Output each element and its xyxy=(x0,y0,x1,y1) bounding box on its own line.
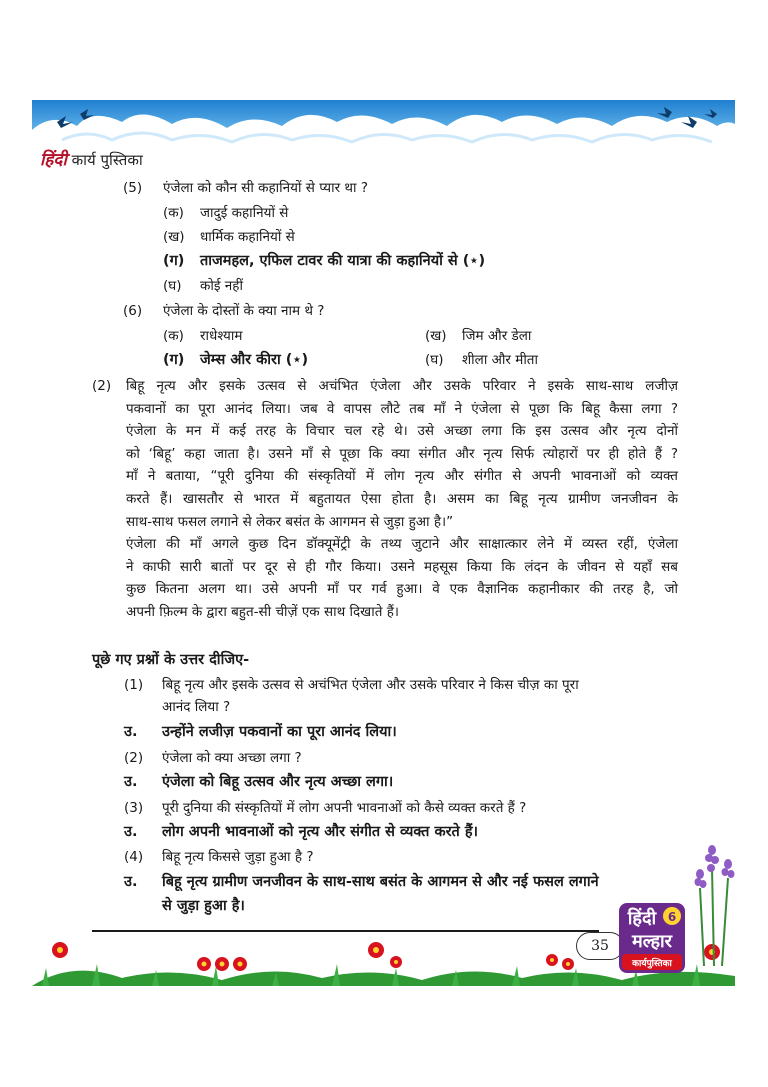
qa-question-text: आनंद लिया ? xyxy=(162,699,231,715)
passage-number: (2) xyxy=(92,378,112,394)
q6-option-answer: जेम्स और कीरा (⋆) xyxy=(200,352,309,368)
page-number: 35 xyxy=(576,932,624,960)
q5-option-text: जादुई कहानियों से xyxy=(200,205,289,221)
qa-heading: पूछे गए प्रश्नों के उत्तर दीजिए- xyxy=(92,652,250,668)
page-header xyxy=(40,147,143,170)
q6-number: (6) xyxy=(123,303,143,319)
q6-option-text: राधेश्याम xyxy=(200,328,243,344)
qa-answer-text: बिहू नृत्य ग्रामीण जनजीवन के साथ-साथ बसंत के आगमन से और नई फसल लगाने xyxy=(162,874,599,890)
qa-answer-text: लोग अपनी भावनाओं को नृत्य और संगीत से व्यक्त करते हैं। xyxy=(162,824,479,840)
footer-rule xyxy=(92,930,599,932)
q6-option-text: शीला और मीता xyxy=(462,352,539,368)
qa-answer-label: उ. xyxy=(124,874,138,890)
badge-grade: 6 xyxy=(667,910,677,924)
q5-option-text: कोई नहीं xyxy=(200,278,243,294)
passage-line: बिहू नृत्य और इसके उत्सव से अचंभित एंजेला और उसके परिवार ने इसके साथ-साथ लजीज़ xyxy=(126,378,678,394)
qa-question-text: बिहू नृत्य और इसके उत्सव से अचंभित एंजेला और उसके परिवार ने किस चीज़ का पूरा xyxy=(162,677,579,693)
passage-line: अपनी फ़िल्म के द्वारा बहुत-सी चीज़ें एक साथ दिखाते हैं। xyxy=(126,603,399,620)
passage-line: साथ-साथ फसल लगाने से लेकर बसंत के आगमन से जुड़ा हुआ है।” xyxy=(126,513,454,530)
qa-answer-label: उ. xyxy=(124,824,138,840)
qa-answer-text: एंजेला को बिहू उत्सव और नृत्य अच्छा लगा। xyxy=(162,774,394,790)
q6-option-label: (ख) xyxy=(425,328,447,344)
qa-answer-text: से जुड़ा हुआ है। xyxy=(162,898,245,914)
qa-answer-label: उ. xyxy=(124,724,138,740)
badge-line2: मल्हार xyxy=(631,931,673,952)
passage-line: एंजेला के मन में कई तरह के विचार चल रहे थे। उसे अच्छा लगा कि इस उत्सव और नृत्य दोनों xyxy=(126,423,678,440)
q6-option-label: (घ) xyxy=(425,352,444,368)
passage-line: कुछ कितना अलग था। उसे अपनी माँ पर गर्व हुआ। वे एक वैज्ञानिक कहानीकार की तरह है, जो xyxy=(126,581,678,598)
passage-line: पकवानों का पूरा आनंद लिया। जब वे वापस लौटे तब माँ ने एंजेला से पूछा कि बिहू कैसा लगा ? xyxy=(126,400,678,417)
q6-option-text: जिम और डेला xyxy=(462,328,532,344)
qa-answer-label: उ. xyxy=(124,774,138,790)
q5-number: (5) xyxy=(123,180,143,196)
hindi-logo: हिंदी xyxy=(40,150,67,170)
passage-line: करते हैं। खासतौर से भारत में बहुतायत ऐसा होता है। असम का बिहू नृत्य ग्रामीण जनजीवन के xyxy=(126,490,678,507)
hindi-malhar-logo xyxy=(618,902,686,974)
header-title: कार्य पुस्तिका xyxy=(71,151,143,169)
passage-line: माँ ने बताया, “पूरी दुनिया की संस्कृतियों में लोग नृत्य और संगीत से अपनी भावनाओं को व्यक्त xyxy=(126,468,678,485)
q6-option-label: (ग) xyxy=(163,352,185,368)
passage-text xyxy=(126,375,678,624)
qa-question-text: बिहू नृत्य किससे जुड़ा हुआ है ? xyxy=(162,849,314,865)
q5-option-label: (ग) xyxy=(163,253,185,269)
q5-option-label: (घ) xyxy=(163,278,182,294)
passage-line: ने काफी सारी बातों पर दूर से ही गौर किया। उसने महसूस किया कि लंदन के जीवन से यहाँ सब xyxy=(126,558,678,575)
badge-line3: कार्यपुस्तिका xyxy=(632,959,672,969)
passage-line: एंजेला की माँ अगले कुछ दिन डॉक्यूमेंट्री के तथ्य जुटाने और साक्षात्कार लेने में व्यस्त रहीं, एंजेला xyxy=(126,536,678,553)
passage-line: को ‘बिहू’ कहा जाता है। उसने माँ से पूछा कि क्या संगीत और नृत्य सिर्फ त्योहारों पर ही होते हैं ? xyxy=(126,445,678,462)
q5-option-label: (ख) xyxy=(163,229,185,245)
qa-question-number: (3) xyxy=(124,800,144,816)
q6-option-label: (क) xyxy=(163,328,184,344)
q6-text: एंजेला के दोस्तों के क्या नाम थे ? xyxy=(163,303,325,319)
q5-option-label: (क) xyxy=(163,205,184,221)
qa-question-text: एंजेला को क्या अच्छा लगा ? xyxy=(162,750,302,766)
q5-option-text: धार्मिक कहानियों से xyxy=(200,229,295,245)
qa-question-number: (2) xyxy=(124,750,144,766)
q5-text: एंजेला को कौन सी कहानियों से प्यार था ? xyxy=(163,180,368,196)
qa-question-number: (4) xyxy=(124,849,144,865)
badge-line1: हिंदी xyxy=(627,908,657,929)
qa-question-text: पूरी दुनिया की संस्कृतियों में लोग अपनी भावनाओं को कैसे व्यक्त करते हैं ? xyxy=(162,800,527,816)
q5-option-answer: ताजमहल, एफिल टावर की यात्रा की कहानियों से (⋆) xyxy=(200,253,486,269)
qa-question-number: (1) xyxy=(124,677,144,693)
qa-answer-text: उन्होंने लजीज़ पकवानों का पूरा आनंद लिया। xyxy=(162,724,397,740)
lavender-icon xyxy=(692,838,738,966)
